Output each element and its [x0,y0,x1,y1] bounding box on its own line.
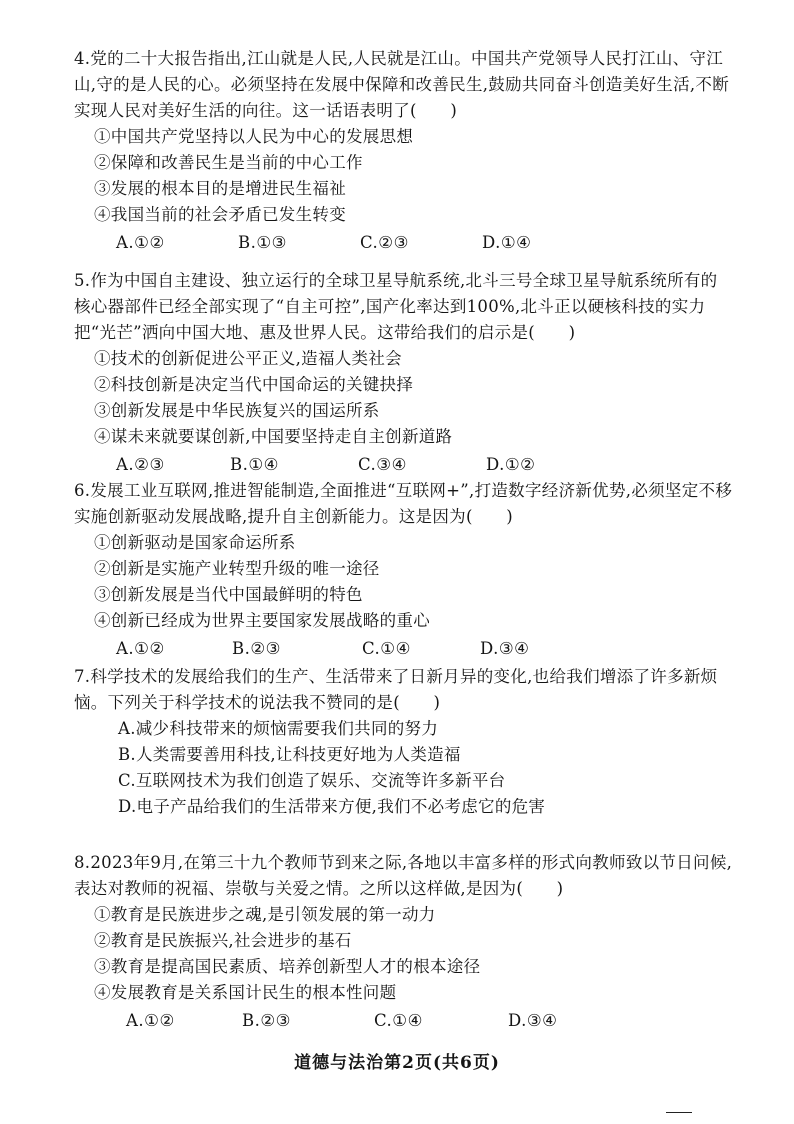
question-6 [74,478,734,663]
page-footer: 道德与法治第2页(共6页) [294,1053,500,1073]
question-option: ④我国当前的社会矛盾已发生转变 [94,205,346,224]
answer-choice-c: C.②③ [360,233,409,252]
question-option: ①中国共产党坚持以人民为中心的发展思想 [94,127,414,146]
answer-choice-b: B.①④ [230,455,279,474]
question-option: ③创新发展是中华民族复兴的国运所系 [94,401,380,420]
question-8 [74,850,734,1035]
answer-choice-a: A.①② [116,639,165,658]
question-option: ②科技创新是决定当代中国命运的关键抉择 [94,375,414,394]
question-stem: 8.2023年9月,在第三十九个教师节到来之际,各地以丰富多样的形式向教师致以节日问候,表达对教师的祝福、崇敬与关爱之情。之所以这样做,是因为( ) [74,853,733,898]
question-option: ④谋未来就要谋创新,中国要坚持走自主创新道路 [94,427,453,446]
question-option: ④创新已经成为世界主要国家发展战略的重心 [94,611,430,630]
answer-choices [74,451,734,479]
answer-choice-b: B.②③ [232,639,281,658]
answer-choice-d: D.①② [486,455,536,474]
answer-choices [74,1007,734,1035]
question-option: A.减少科技带来的烦恼需要我们共同的努力 [118,719,439,738]
question-option: B.人类需要善用科技,让科技更好地为人类造福 [118,745,461,764]
question-7 [74,664,734,820]
question-stem: 6.发展工业互联网,推进智能制造,全面推进“互联网+”,打造数字经济新优势,必须坚定不移实施创新驱动发展战略,提升自主创新能力。这是因为( ) [74,481,733,526]
answer-choice-b: B.①③ [238,233,287,252]
question-option: ②创新是实施产业转型升级的唯一途径 [94,559,380,578]
question-stem: 7.科学技术的发展给我们的生产、生活带来了日新月异的变化,也给我们增添了许多新烦恼。下列关于科学技术的说法我不赞同的是( ) [74,667,718,712]
question-stem: 4.党的二十大报告指出,江山就是人民,人民就是江山。中国共产党领导人民打江山、守江山,守的是人民的心。必须坚持在发展中保障和改善民生,鼓励共同奋斗创造美好生活,不断实现人民对美好生活的向往。这一话语表明了( ) [74,49,730,120]
question-option: ③发展的根本目的是增进民生福祉 [94,179,346,198]
question-option: ②教育是民族振兴,社会进步的基石 [94,931,352,950]
answer-choice-d: D.③④ [480,639,530,658]
question-stem: 5.作为中国自主建设、独立运行的全球卫星导航系统,北斗三号全球卫星导航系统所有的核心器部件已经全部实现了“自主可控”,国产化率达到100%,北斗正以硬核科技的实力把“光芒”洒向中国大地、惠及世界人民。这带给我们的启示是( ) [74,271,718,342]
question-option: ③创新发展是当代中国最鲜明的特色 [94,585,363,604]
answer-choice-a: A.①② [116,233,165,252]
question-option: ①技术的创新促进公平正义,造福人类社会 [94,349,402,368]
corner-line [666,1112,692,1113]
question-option: ①教育是民族进步之魂,是引领发展的第一动力 [94,905,436,924]
question-option: ③教育是提高国民素质、培养创新型人才的根本途径 [94,957,481,976]
answer-choice-b: B.②③ [242,1011,291,1030]
question-4 [74,46,734,257]
question-option: ④发展教育是关系国计民生的根本性问题 [94,983,397,1002]
answer-choice-d: D.①④ [482,233,532,252]
question-option: ②保障和改善民生是当前的中心工作 [94,153,363,172]
question-option: ①创新驱动是国家命运所系 [94,533,296,552]
answer-choices [74,635,734,663]
answer-choice-c: C.①④ [362,639,411,658]
answer-choice-a: A.①② [126,1011,175,1030]
answer-choice-c: C.①④ [374,1011,423,1030]
answer-choice-c: C.③④ [358,455,407,474]
question-5 [74,268,734,479]
question-option: D.电子产品给我们的生活带来方便,我们不必考虑它的危害 [118,797,546,816]
answer-choices [74,229,734,257]
answer-choice-d: D.③④ [508,1011,558,1030]
question-option: C.互联网技术为我们创造了娱乐、交流等许多新平台 [118,771,506,790]
answer-choice-a: A.②③ [116,455,165,474]
